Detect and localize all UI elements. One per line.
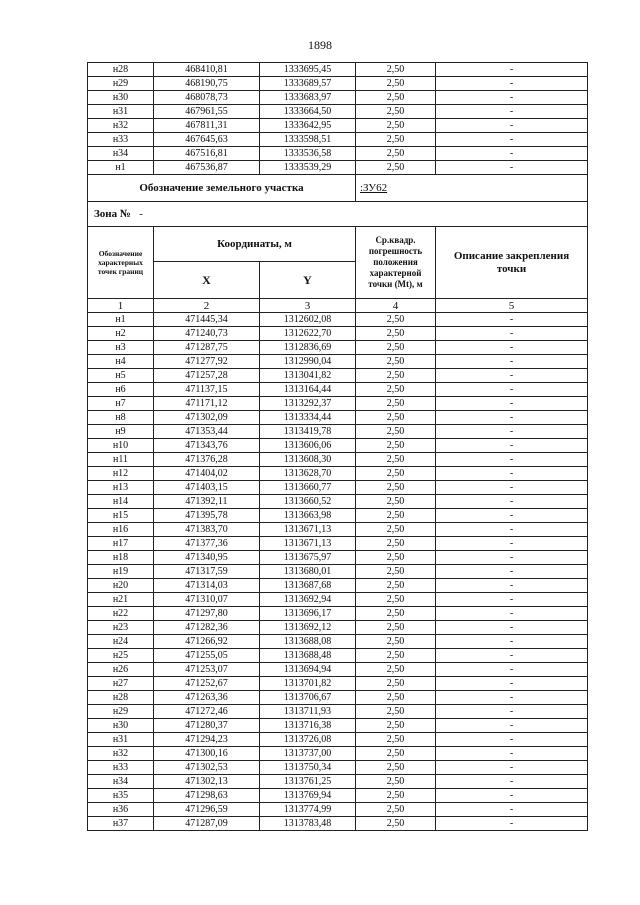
coord-y: 1333683,97 xyxy=(260,91,356,105)
point-id: н5 xyxy=(88,369,154,383)
point-id: н7 xyxy=(88,397,154,411)
page-number: 1898 xyxy=(308,38,332,52)
description-value: - xyxy=(436,817,588,831)
description-value: - xyxy=(436,593,588,607)
coord-y: 1313716,38 xyxy=(260,719,356,733)
table-row xyxy=(88,663,588,677)
accuracy-value: 2,50 xyxy=(356,397,436,411)
description-value: - xyxy=(436,789,588,803)
coord-x: 471317,59 xyxy=(154,565,260,579)
coord-x: 471302,09 xyxy=(154,411,260,425)
description-value: - xyxy=(436,509,588,523)
coord-x: 471404,02 xyxy=(154,467,260,481)
coord-x: 471296,59 xyxy=(154,803,260,817)
accuracy-value: 2,50 xyxy=(356,733,436,747)
table-row xyxy=(88,761,588,775)
table-row xyxy=(88,817,588,831)
description-value: - xyxy=(436,119,588,133)
accuracy-value: 2,50 xyxy=(356,523,436,537)
coord-x: 471302,53 xyxy=(154,761,260,775)
point-id: н23 xyxy=(88,621,154,635)
accuracy-value: 2,50 xyxy=(356,63,436,77)
accuracy-value: 2,50 xyxy=(356,719,436,733)
table-row xyxy=(88,481,588,495)
accuracy-value: 2,50 xyxy=(356,341,436,355)
table-row xyxy=(88,147,588,161)
coord-x: 471280,37 xyxy=(154,719,260,733)
table-row xyxy=(88,635,588,649)
accuracy-value: 2,50 xyxy=(356,481,436,495)
coord-y: 1313660,52 xyxy=(260,495,356,509)
accuracy-value: 2,50 xyxy=(356,91,436,105)
accuracy-value: 2,50 xyxy=(356,119,436,133)
point-id: н17 xyxy=(88,537,154,551)
point-id: н22 xyxy=(88,607,154,621)
point-id: н33 xyxy=(88,761,154,775)
table-row xyxy=(88,77,588,91)
coord-y: 1313694,94 xyxy=(260,663,356,677)
description-value: - xyxy=(436,481,588,495)
accuracy-value: 2,50 xyxy=(356,621,436,635)
column-number: 3 xyxy=(260,299,356,313)
point-id: н37 xyxy=(88,817,154,831)
coord-x: 471277,92 xyxy=(154,355,260,369)
zone-value: - xyxy=(139,208,143,220)
description-value: - xyxy=(436,803,588,817)
table-row xyxy=(88,369,588,383)
coord-y: 1313419,78 xyxy=(260,425,356,439)
header-x: X xyxy=(154,262,260,299)
point-id: н1 xyxy=(88,161,154,175)
description-value: - xyxy=(436,77,588,91)
coord-y: 1312602,08 xyxy=(260,313,356,327)
description-value: - xyxy=(436,383,588,397)
point-id: н28 xyxy=(88,691,154,705)
coord-x: 471403,15 xyxy=(154,481,260,495)
accuracy-value: 2,50 xyxy=(356,133,436,147)
point-id: н10 xyxy=(88,439,154,453)
header-coords: Координаты, м xyxy=(154,227,356,262)
coord-y: 1313737,00 xyxy=(260,747,356,761)
coord-x: 471252,67 xyxy=(154,677,260,691)
coord-y: 1312836,69 xyxy=(260,341,356,355)
accuracy-value: 2,50 xyxy=(356,467,436,481)
coord-y: 1313769,94 xyxy=(260,789,356,803)
coord-x: 471253,07 xyxy=(154,663,260,677)
coord-y: 1313671,13 xyxy=(260,537,356,551)
point-id: н18 xyxy=(88,551,154,565)
description-value: - xyxy=(436,91,588,105)
table-row xyxy=(88,509,588,523)
zone-label: Зона № xyxy=(94,208,131,220)
description-value: - xyxy=(436,313,588,327)
accuracy-value: 2,50 xyxy=(356,439,436,453)
column-number-row xyxy=(88,299,588,313)
table-row xyxy=(88,537,588,551)
point-id: н32 xyxy=(88,119,154,133)
accuracy-value: 2,50 xyxy=(356,411,436,425)
coord-x: 471343,76 xyxy=(154,439,260,453)
accuracy-value: 2,50 xyxy=(356,369,436,383)
point-id: н30 xyxy=(88,91,154,105)
accuracy-value: 2,50 xyxy=(356,789,436,803)
coord-x: 467645,63 xyxy=(154,133,260,147)
description-value: - xyxy=(436,761,588,775)
point-id: н15 xyxy=(88,509,154,523)
description-value: - xyxy=(436,147,588,161)
description-value: - xyxy=(436,733,588,747)
coord-y: 1313663,98 xyxy=(260,509,356,523)
coord-y: 1313660,77 xyxy=(260,481,356,495)
table-row xyxy=(88,789,588,803)
description-value: - xyxy=(436,467,588,481)
coord-x: 468078,73 xyxy=(154,91,260,105)
description-value: - xyxy=(436,161,588,175)
coord-x: 471302,13 xyxy=(154,775,260,789)
coord-y: 1313701,82 xyxy=(260,677,356,691)
accuracy-value: 2,50 xyxy=(356,803,436,817)
coord-y: 1313292,37 xyxy=(260,397,356,411)
coord-y: 1313761,25 xyxy=(260,775,356,789)
coord-x: 471287,75 xyxy=(154,341,260,355)
table-row xyxy=(88,649,588,663)
accuracy-value: 2,50 xyxy=(356,77,436,91)
coord-y: 1313726,08 xyxy=(260,733,356,747)
description-value: - xyxy=(436,649,588,663)
coordinates-table xyxy=(87,62,588,831)
coord-x: 471266,92 xyxy=(154,635,260,649)
coord-y: 1333695,45 xyxy=(260,63,356,77)
header-point: Обозначение характерных точек границ xyxy=(88,227,154,299)
coord-y: 1333642,95 xyxy=(260,119,356,133)
coord-y: 1313680,01 xyxy=(260,565,356,579)
coord-x: 471294,23 xyxy=(154,733,260,747)
table-row xyxy=(88,383,588,397)
description-value: - xyxy=(436,747,588,761)
point-id: н8 xyxy=(88,411,154,425)
point-id: н25 xyxy=(88,649,154,663)
description-value: - xyxy=(436,369,588,383)
table-row xyxy=(88,775,588,789)
coord-x: 471298,63 xyxy=(154,789,260,803)
point-id: н31 xyxy=(88,733,154,747)
point-id: н14 xyxy=(88,495,154,509)
table-row xyxy=(88,803,588,817)
coord-y: 1313692,12 xyxy=(260,621,356,635)
coord-y: 1312622,70 xyxy=(260,327,356,341)
table-row xyxy=(88,119,588,133)
coord-x: 467961,55 xyxy=(154,105,260,119)
coord-x: 471445,34 xyxy=(154,313,260,327)
coord-x: 471300,16 xyxy=(154,747,260,761)
table-row xyxy=(88,313,588,327)
coord-y: 1313606,06 xyxy=(260,439,356,453)
description-value: - xyxy=(436,551,588,565)
point-id: н9 xyxy=(88,425,154,439)
coord-x: 471137,15 xyxy=(154,383,260,397)
accuracy-value: 2,50 xyxy=(356,383,436,397)
coord-y: 1313774,99 xyxy=(260,803,356,817)
coord-y: 1333598,51 xyxy=(260,133,356,147)
point-id: н28 xyxy=(88,63,154,77)
point-id: н19 xyxy=(88,565,154,579)
coord-y: 1313688,08 xyxy=(260,635,356,649)
coord-x: 471287,09 xyxy=(154,817,260,831)
table-row xyxy=(88,425,588,439)
coord-y: 1313711,93 xyxy=(260,705,356,719)
header-accuracy: Ср.квадр. погрешность положения характерной точки (Mt), м xyxy=(356,227,436,299)
coord-y: 1313628,70 xyxy=(260,467,356,481)
column-number: 2 xyxy=(154,299,260,313)
description-value: - xyxy=(436,495,588,509)
description-value: - xyxy=(436,453,588,467)
accuracy-value: 2,50 xyxy=(356,635,436,649)
coord-x: 467516,81 xyxy=(154,147,260,161)
point-id: н16 xyxy=(88,523,154,537)
coord-y: 1313706,67 xyxy=(260,691,356,705)
parcel-header xyxy=(88,175,588,313)
coord-y: 1313334,44 xyxy=(260,411,356,425)
description-value: - xyxy=(436,607,588,621)
point-id: н27 xyxy=(88,677,154,691)
coord-x: 468190,75 xyxy=(154,77,260,91)
coord-x: 471395,78 xyxy=(154,509,260,523)
accuracy-value: 2,50 xyxy=(356,817,436,831)
point-id: н30 xyxy=(88,719,154,733)
accuracy-value: 2,50 xyxy=(356,161,436,175)
coord-y: 1313750,34 xyxy=(260,761,356,775)
description-value: - xyxy=(436,397,588,411)
point-id: н11 xyxy=(88,453,154,467)
accuracy-value: 2,50 xyxy=(356,775,436,789)
column-number: 4 xyxy=(356,299,436,313)
point-id: н26 xyxy=(88,663,154,677)
description-value: - xyxy=(436,579,588,593)
table-row xyxy=(88,565,588,579)
coord-y: 1333664,50 xyxy=(260,105,356,119)
parcel-row xyxy=(88,175,588,202)
coord-x: 471297,80 xyxy=(154,607,260,621)
description-value: - xyxy=(436,425,588,439)
point-id: н36 xyxy=(88,803,154,817)
zone-row xyxy=(88,202,588,227)
accuracy-value: 2,50 xyxy=(356,705,436,719)
description-value: - xyxy=(436,537,588,551)
table-row xyxy=(88,747,588,761)
point-id: н12 xyxy=(88,467,154,481)
table-row xyxy=(88,411,588,425)
accuracy-value: 2,50 xyxy=(356,691,436,705)
coord-y: 1313675,97 xyxy=(260,551,356,565)
description-value: - xyxy=(436,621,588,635)
accuracy-value: 2,50 xyxy=(356,579,436,593)
header-row-1 xyxy=(88,227,588,262)
coord-y: 1312990,04 xyxy=(260,355,356,369)
column-number: 5 xyxy=(436,299,588,313)
description-value: - xyxy=(436,565,588,579)
description-value: - xyxy=(436,439,588,453)
coord-y: 1313608,30 xyxy=(260,453,356,467)
description-value: - xyxy=(436,635,588,649)
point-id: н29 xyxy=(88,705,154,719)
point-id: н34 xyxy=(88,775,154,789)
accuracy-value: 2,50 xyxy=(356,355,436,369)
point-id: н6 xyxy=(88,383,154,397)
parcel-value: :ЗУ62 xyxy=(356,175,588,202)
description-value: - xyxy=(436,327,588,341)
accuracy-value: 2,50 xyxy=(356,105,436,119)
table-row xyxy=(88,439,588,453)
accuracy-value: 2,50 xyxy=(356,551,436,565)
coord-x: 467536,87 xyxy=(154,161,260,175)
description-value: - xyxy=(436,719,588,733)
point-id: н24 xyxy=(88,635,154,649)
accuracy-value: 2,50 xyxy=(356,537,436,551)
parcel-label: Обозначение земельного участка xyxy=(88,175,356,202)
point-id: н1 xyxy=(88,313,154,327)
point-id: н4 xyxy=(88,355,154,369)
coord-x: 471376,28 xyxy=(154,453,260,467)
point-id: н3 xyxy=(88,341,154,355)
point-id: н2 xyxy=(88,327,154,341)
coord-y: 1333536,58 xyxy=(260,147,356,161)
description-value: - xyxy=(436,355,588,369)
description-value: - xyxy=(436,341,588,355)
point-id: н20 xyxy=(88,579,154,593)
continued-rows xyxy=(88,63,588,175)
description-value: - xyxy=(436,105,588,119)
accuracy-value: 2,50 xyxy=(356,761,436,775)
description-value: - xyxy=(436,133,588,147)
table-row xyxy=(88,593,588,607)
coord-x: 471392,11 xyxy=(154,495,260,509)
table-row xyxy=(88,705,588,719)
table-row xyxy=(88,621,588,635)
description-value: - xyxy=(436,705,588,719)
coord-y: 1333539,29 xyxy=(260,161,356,175)
accuracy-value: 2,50 xyxy=(356,593,436,607)
table-row xyxy=(88,495,588,509)
coord-y: 1313688,48 xyxy=(260,649,356,663)
point-id: н34 xyxy=(88,147,154,161)
table-row xyxy=(88,63,588,77)
description-value: - xyxy=(436,775,588,789)
accuracy-value: 2,50 xyxy=(356,663,436,677)
coord-x: 471171,12 xyxy=(154,397,260,411)
coord-y: 1313783,48 xyxy=(260,817,356,831)
description-value: - xyxy=(436,677,588,691)
table-row xyxy=(88,91,588,105)
coord-x: 471383,70 xyxy=(154,523,260,537)
coord-x: 471340,95 xyxy=(154,551,260,565)
coord-y: 1313671,13 xyxy=(260,523,356,537)
accuracy-value: 2,50 xyxy=(356,327,436,341)
coord-x: 471240,73 xyxy=(154,327,260,341)
coord-x: 471257,28 xyxy=(154,369,260,383)
table-row xyxy=(88,691,588,705)
description-value: - xyxy=(436,523,588,537)
coord-x: 471255,05 xyxy=(154,649,260,663)
point-id: н31 xyxy=(88,105,154,119)
accuracy-value: 2,50 xyxy=(356,425,436,439)
coord-x: 471377,36 xyxy=(154,537,260,551)
coord-y: 1313696,17 xyxy=(260,607,356,621)
accuracy-value: 2,50 xyxy=(356,565,436,579)
accuracy-value: 2,50 xyxy=(356,747,436,761)
description-value: - xyxy=(436,411,588,425)
table-row xyxy=(88,327,588,341)
description-value: - xyxy=(436,663,588,677)
accuracy-value: 2,50 xyxy=(356,313,436,327)
description-value: - xyxy=(436,63,588,77)
coord-x: 471272,46 xyxy=(154,705,260,719)
accuracy-value: 2,50 xyxy=(356,607,436,621)
coord-x: 471353,44 xyxy=(154,425,260,439)
table-row xyxy=(88,733,588,747)
coord-x: 468410,81 xyxy=(154,63,260,77)
table-row xyxy=(88,397,588,411)
accuracy-value: 2,50 xyxy=(356,677,436,691)
coord-x: 471314,03 xyxy=(154,579,260,593)
point-id: н13 xyxy=(88,481,154,495)
table-row xyxy=(88,105,588,119)
table-row xyxy=(88,677,588,691)
coord-y: 1333689,57 xyxy=(260,77,356,91)
point-id: н21 xyxy=(88,593,154,607)
accuracy-value: 2,50 xyxy=(356,649,436,663)
description-value: - xyxy=(436,691,588,705)
column-number: 1 xyxy=(88,299,154,313)
table-row xyxy=(88,719,588,733)
accuracy-value: 2,50 xyxy=(356,453,436,467)
table-row xyxy=(88,133,588,147)
table-row xyxy=(88,453,588,467)
header-y: Y xyxy=(260,262,356,299)
header-description: Описание закрепления точки xyxy=(436,227,588,299)
coord-y: 1313687,68 xyxy=(260,579,356,593)
coord-x: 471263,36 xyxy=(154,691,260,705)
point-id: н29 xyxy=(88,77,154,91)
point-id: н33 xyxy=(88,133,154,147)
point-id: н35 xyxy=(88,789,154,803)
coord-x: 471310,07 xyxy=(154,593,260,607)
table-row xyxy=(88,341,588,355)
table-row xyxy=(88,523,588,537)
table-row xyxy=(88,467,588,481)
table-row xyxy=(88,551,588,565)
coord-x: 467811,31 xyxy=(154,119,260,133)
accuracy-value: 2,50 xyxy=(356,509,436,523)
table-row xyxy=(88,355,588,369)
table-row xyxy=(88,579,588,593)
coord-y: 1313692,94 xyxy=(260,593,356,607)
table-row xyxy=(88,607,588,621)
coord-x: 471282,36 xyxy=(154,621,260,635)
point-rows xyxy=(88,313,588,831)
coord-y: 1313041,82 xyxy=(260,369,356,383)
coord-y: 1313164,44 xyxy=(260,383,356,397)
point-id: н32 xyxy=(88,747,154,761)
accuracy-value: 2,50 xyxy=(356,147,436,161)
accuracy-value: 2,50 xyxy=(356,495,436,509)
table-row xyxy=(88,161,588,175)
